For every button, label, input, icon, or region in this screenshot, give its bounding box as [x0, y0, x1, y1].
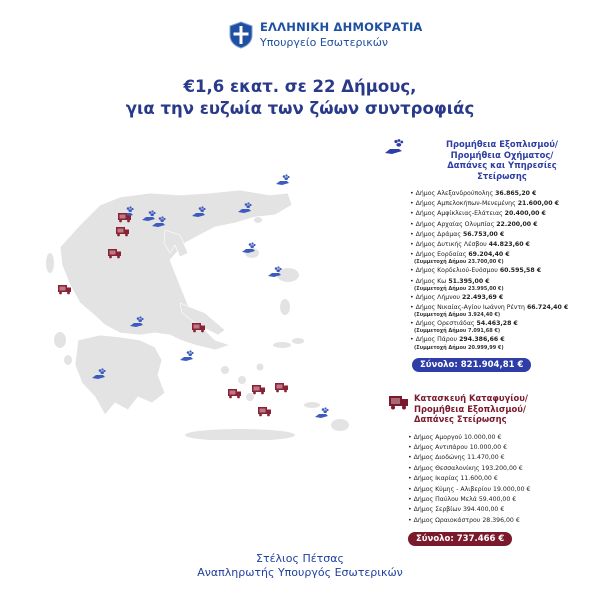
- list-item-amount: 22.200,00 €: [496, 220, 538, 228]
- panel-equipment-title-4: Στείρωσης: [477, 170, 527, 181]
- list-item-name: Δήμος Κύμης - Αλιβερίου: [413, 485, 492, 493]
- list-item: • Δήμος Πάρου 294.386,66 €: [410, 336, 505, 344]
- list-item-note: (Συμμετοχή Δήμου 23.995,00 €): [414, 285, 504, 292]
- panel-shelter: [388, 393, 593, 546]
- list-item: • Δήμος Θεσσαλονίκης 193.200,00 €: [408, 464, 523, 472]
- footer: [0, 552, 600, 580]
- panel-shelter-title-3: Δαπάνες Στείρωσης: [414, 414, 507, 424]
- panel-equipment-title-1: Προμήθεια Εξοπλισμού/: [446, 139, 558, 149]
- map-rhodes: [331, 419, 349, 431]
- map-corfu: [46, 253, 54, 273]
- list-item: • Δήμος Αλεξανδρούπολης 36.865,20 €: [410, 190, 537, 197]
- list-item-name: Δήμος Αμπελοκήπων-Μενεμένης: [415, 200, 516, 208]
- panel-shelter-total: Σύνολο: 737.466 €: [408, 532, 512, 546]
- list-item-name: Δήμος Λήμνου: [415, 293, 461, 301]
- list-item: • Δήμος Κύμης - Αλιβερίου 19.000,00 €: [408, 485, 531, 493]
- list-item: • Δήμος Παύλου Μελά 59.400,00 €: [408, 495, 517, 503]
- map-kos: [304, 402, 320, 408]
- map-thasos: [220, 209, 232, 217]
- list-item: • Δήμος Λήμνου 22.493,69 €: [410, 293, 504, 301]
- list-item-amount: 11.600,00 €: [460, 475, 498, 483]
- headline-line2: για την ευζωία των ζώων συντροφιάς: [125, 99, 475, 118]
- list-item-amount: 394.400,00 €: [462, 506, 505, 514]
- list-item: • Δήμος Ικαρίας 11.600,00 €: [408, 475, 498, 483]
- map-mainland: [60, 190, 292, 350]
- list-item: • Δήμος Διοδώνης 11.470,00 €: [408, 454, 505, 462]
- list-item-name: Δήμος Κω: [415, 277, 447, 285]
- list-item-note: (Συμμετοχή Δήμου 23.700,00 €): [414, 259, 504, 266]
- map-cyclades-4: [246, 393, 254, 401]
- list-item-note: (Συμμετοχή Δήμου 20.999,99 €): [414, 344, 504, 351]
- list-item: • Δήμος Αντιπάρου 10.000,00 €: [408, 443, 508, 451]
- greek-emblem-icon: [228, 21, 254, 49]
- panel-equipment: [384, 139, 594, 372]
- header: [228, 20, 423, 50]
- paw-marker: [276, 174, 290, 185]
- list-item-amount: 28.396,00 €: [482, 516, 520, 524]
- paw-marker: [242, 242, 256, 253]
- panel-shelter-header: [388, 393, 593, 425]
- greece-map: [20, 135, 385, 440]
- list-item: • Δήμος Δυτικής Λέσβου 44.823,60 €: [410, 241, 530, 249]
- map-cyclades-3: [257, 364, 264, 371]
- panel-equipment-title-3: Δαπάνες και Υπηρεσίες: [447, 160, 557, 170]
- list-item: • Δήμος Κω 51.395,00 €: [410, 277, 490, 285]
- list-item-name: Δήμος Πάρου: [415, 336, 458, 344]
- list-item-name: Δήμος Αμφίκλειας-Ελάτειας: [415, 210, 503, 218]
- list-item: • Δήμος Ωραιοκάστρου 28.396,00 €: [408, 516, 520, 524]
- list-item-name: Δήμος Αμοργού: [413, 433, 463, 441]
- map-samos: [292, 338, 304, 344]
- list-item-amount: 10.000,00 €: [463, 433, 502, 441]
- list-item-amount: 44.823,60 €: [488, 241, 530, 249]
- list-item-name: Δήμος Αντιπάρου: [413, 443, 468, 451]
- paw-marker: [180, 350, 194, 361]
- list-item-amount: 51.395,00 €: [448, 277, 490, 285]
- truck-marker: [275, 383, 288, 392]
- list-item-name: Δήμος Θεσσαλονίκης: [413, 464, 480, 472]
- list-item-note: (Συμμετοχή Δήμου 7.091,68 €): [414, 328, 501, 335]
- list-item: • Δήμος Ορεστιάδας 54.463,28 €: [410, 320, 518, 328]
- list-item-name: Δήμος Παύλου Μελά: [413, 495, 477, 503]
- truck-marker: [228, 389, 241, 398]
- shelter-truck-icon: [388, 393, 410, 411]
- list-item-amount: 66.724,40 €: [526, 304, 569, 312]
- panel-shelter-title-1: Κατασκευή Καταφυγίου/: [414, 393, 528, 403]
- list-item-name: Δήμος Διοδώνης: [413, 454, 466, 462]
- list-item-amount: 193.200,00 €: [481, 464, 523, 472]
- list-item-name: Δήμος Αλεξανδρούπολης: [415, 190, 494, 197]
- list-item: • Δήμος Σερβίων 394.400,00 €: [408, 506, 505, 514]
- map-cyclades-1: [221, 366, 229, 374]
- paw-marker: [315, 407, 329, 418]
- list-item-name: Δήμος Σερβίων: [413, 506, 461, 514]
- list-item-name: Δήμος Νικαίας-Αγίου Ιωάννη Ρέντη: [415, 304, 525, 312]
- truck-marker: [58, 285, 71, 294]
- list-item-amount: 294.386,66 €: [459, 336, 505, 344]
- list-item-name: Δήμος Δράμας: [415, 230, 461, 238]
- list-item-amount: 21.600,00 €: [517, 200, 560, 208]
- list-item-note: (Συμμετοχή Δήμου 3.924,40 €): [414, 312, 501, 319]
- panel-equipment-header: [384, 139, 594, 181]
- list-item-name: Δήμος Ορεστιάδας: [415, 320, 475, 328]
- list-item: • Δήμος Αμπελοκήπων-Μενεμένης 21.600,00 €: [410, 200, 560, 208]
- panel-shelter-list: [408, 433, 593, 527]
- list-item-amount: 10.000,00 €: [469, 443, 508, 451]
- list-item-amount: 20.400,00 €: [504, 210, 546, 218]
- hand-paw-icon: [384, 139, 406, 157]
- list-item-name: Δήμος Αρχαίας Ολυμπίας: [415, 220, 495, 228]
- list-item: • Δήμος Κορδελιού-Ευόσμου 60.595,58 €: [410, 267, 542, 275]
- header-subtitle: Υπουργείο Εσωτερικών: [260, 36, 389, 49]
- truck-marker: [258, 407, 271, 416]
- footer-role: Αναπληρωτής Υπουργός Εσωτερικών: [197, 566, 403, 579]
- list-item-amount: 69.204,40 €: [468, 251, 510, 259]
- panel-equipment-total: Σύνολο: 821.904,81 €: [412, 358, 531, 372]
- panel-equipment-title-2: Προμήθεια Οχήματος/: [450, 149, 554, 160]
- headline: [0, 76, 600, 120]
- list-item: • Δήμος Δράμας 56.753,00 €: [410, 230, 505, 238]
- list-item-name: Δήμος Ικαρίας: [413, 475, 459, 483]
- map-samothraki: [254, 217, 262, 223]
- map-peloponnese: [75, 335, 165, 415]
- list-item: • Δήμος Αμοργού 10.000,00 €: [408, 433, 502, 441]
- list-item-amount: 11.470,00 €: [467, 454, 505, 462]
- list-item-amount: 56.753,00 €: [462, 230, 505, 238]
- panel-equipment-list: [410, 189, 594, 352]
- list-item-amount: 60.595,58 €: [499, 267, 542, 275]
- map-zakynthos: [64, 355, 72, 365]
- list-item: • Δήμος Αρχαίας Ολυμπίας 22.200,00 €: [410, 220, 538, 228]
- list-item: • Δήμος Αμφίκλειας-Ελάτειας 20.400,00 €: [410, 210, 546, 218]
- list-item-amount: 22.493,69 €: [461, 293, 504, 301]
- list-item-amount: 59.400,00 €: [478, 495, 517, 503]
- map-cyclades-2: [238, 376, 246, 384]
- list-item: • Δήμος Νικαίας-Αγίου Ιωάννη Ρέντη 66.724,40 €: [410, 304, 569, 312]
- list-item-name: Δήμος Κορδελιού-Ευόσμου: [415, 267, 498, 275]
- map-kefalonia: [54, 332, 66, 348]
- footer-name: Στέλιος Πέτσας: [256, 552, 344, 565]
- map-crete: [185, 429, 295, 440]
- list-item-amount: 36.865,20 €: [495, 190, 537, 197]
- header-title: ΕΛΛΗΝΙΚΗ ΔΗΜΟΚΡΑΤΙΑ: [260, 20, 423, 34]
- list-item-name: Δήμος Εορδαίας: [415, 251, 467, 259]
- truck-marker: [252, 385, 265, 394]
- panel-shelter-title-2: Προμήθεια Εξοπλισμού/: [414, 403, 526, 414]
- headline-line1: €1,6 εκατ. σε 22 Δήμους,: [183, 77, 417, 96]
- list-item-amount: 54.463,28 €: [476, 320, 518, 328]
- map-chios: [280, 299, 290, 315]
- list-item-name: Δήμος Δυτικής Λέσβου: [415, 241, 487, 249]
- list-item-amount: 19.000,00 €: [493, 485, 531, 493]
- map-ikaria: [273, 342, 291, 348]
- list-item-name: Δήμος Ωραιοκάστρου: [413, 516, 481, 524]
- list-item: • Δήμος Εορδαίας 69.204,40 €: [410, 251, 510, 259]
